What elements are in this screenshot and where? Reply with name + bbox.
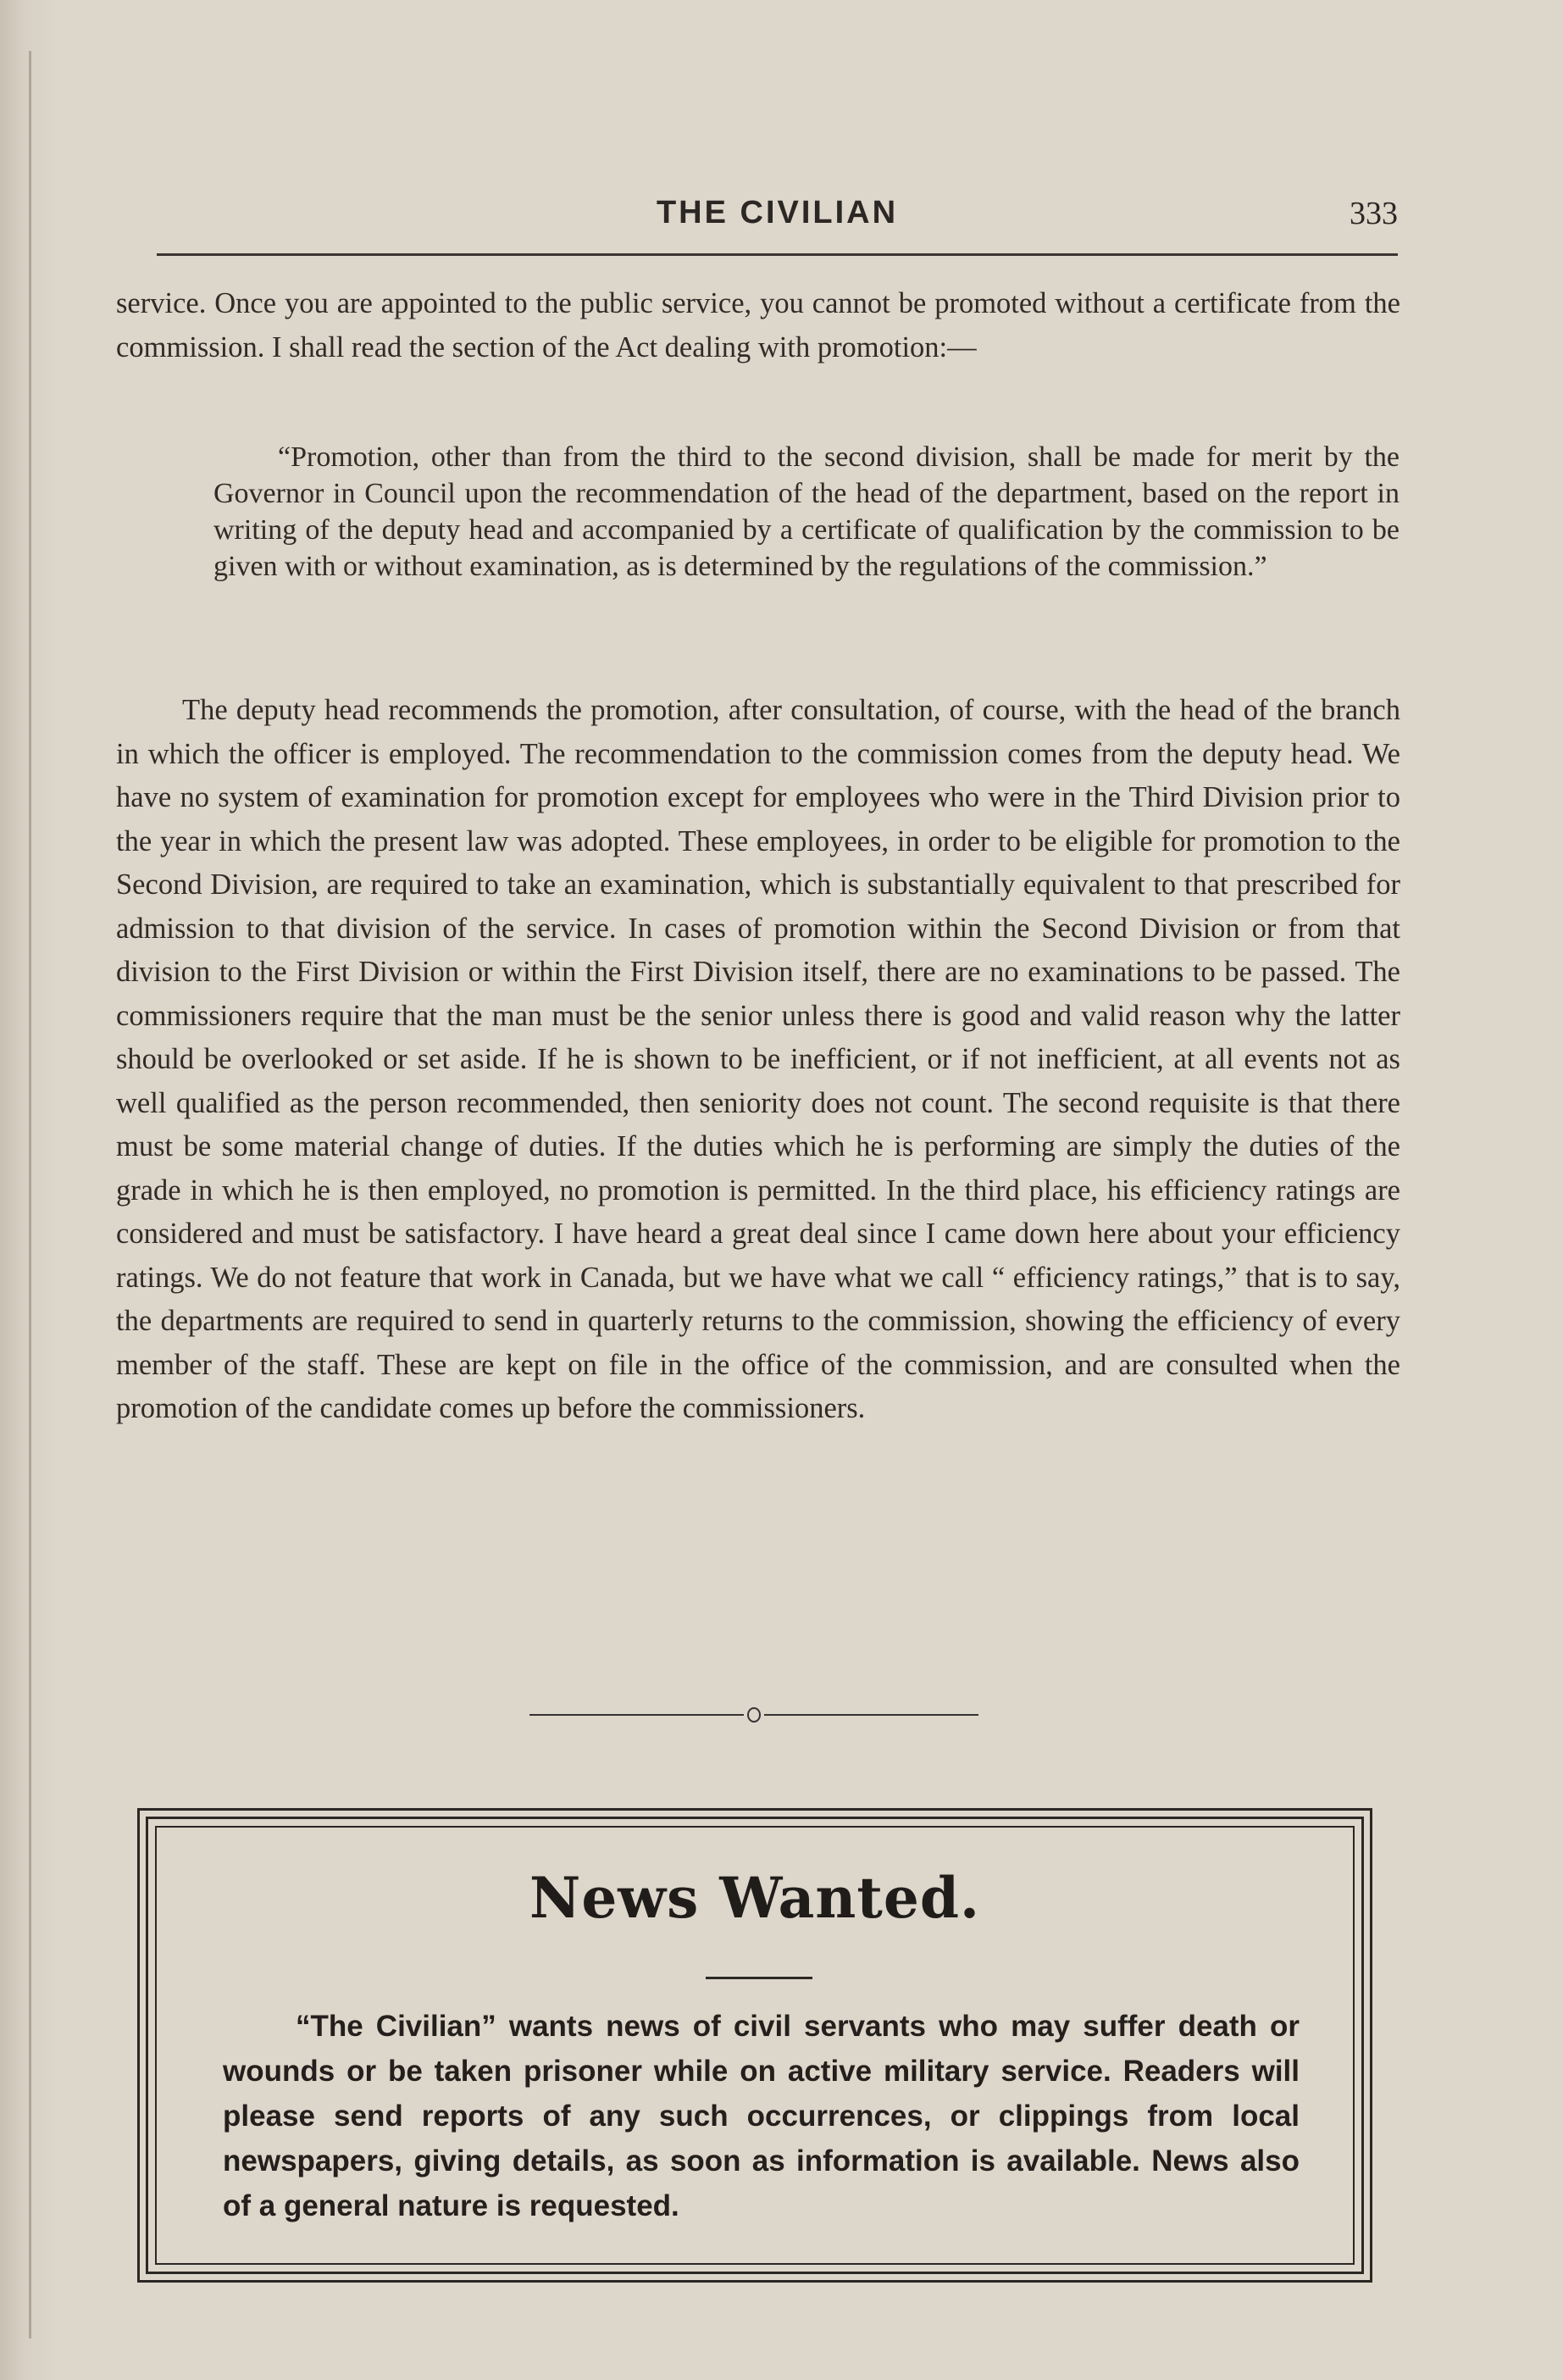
publication-title: THE CIVILIAN <box>656 195 899 230</box>
act-quotation: “Promotion, other than from the third to the second division, shall be made for merit by the Governor in Council upon the recommendation of the head of the department, based on the report in writing of the deputy head and accompanied by a certificate of qualification by the commission to be given with or without examination, as is determined by the regulations of the commission.” <box>213 441 1399 582</box>
article-paragraph: service. Once you are appointed to the public service, you cannot be promoted without a certificate from the commission. I shall read the section of the Act dealing with promotion:— <box>116 287 1400 363</box>
running-header <box>157 195 1398 246</box>
news-wanted-box <box>137 1808 1372 2283</box>
heading-rule <box>706 1977 812 1979</box>
news-wanted-heading: News Wanted. <box>529 1865 980 1931</box>
page-binding-edge <box>29 51 31 2338</box>
page-number: 333 <box>1350 196 1398 231</box>
section-divider <box>529 1705 978 1725</box>
divider-ornament <box>747 1707 761 1723</box>
header-rule <box>157 253 1398 256</box>
news-wanted-text: “The Civilian” wants news of civil servants who may suffer death or wounds or be taken prisoner while on active military service. Readers will please send reports of any such occurrences, or clippings from local newspapers, giving details, as soon as information is available. News also of a general nature is requested. <box>223 2010 1300 2222</box>
article-paragraph: The deputy head recommends the promotion, after consultation, of course, with the head of the branch in which the officer is employed. The recommendation to the commission comes from the deputy head. We have no system of examination for promotion except for employees who were in the Third Division prior to the year in which the present law was adopted. These employees, in order to be eligible for promotion to the Second Division, are required to take an examination, which is substantially equivalent to that prescribed for admission to that division of the service. In cases of promotion within the Second Division or from that division to the First Division or within the First Division itself, there are no examinations to be passed. The commissioners require that the man must be the senior unless there is good and valid reason why the latter should be overlooked or set aside. If he is shown to be inefficient, or if not inefficient, at all events not as well qualified as the person recommended, then seniority does not count. The second requisite is that there must be some material change of duties. If the duties which he is performing are simply the duties of the grade in which he is then employed, no promotion is permitted. In the third place, his efficiency ratings are considered and must be satisfactory. I have heard a great deal since I came down here about your efficiency ratings. We do not feature that work in Canada, but we have what we call “ efficiency ratings,” that is to say, the departments are required to send in quarterly returns to the commission, showing the efficiency of every member of the staff. These are kept on file in the office of the commission, and are consulted when the promotion of the candidate comes up before the commissioners. <box>116 694 1400 1424</box>
